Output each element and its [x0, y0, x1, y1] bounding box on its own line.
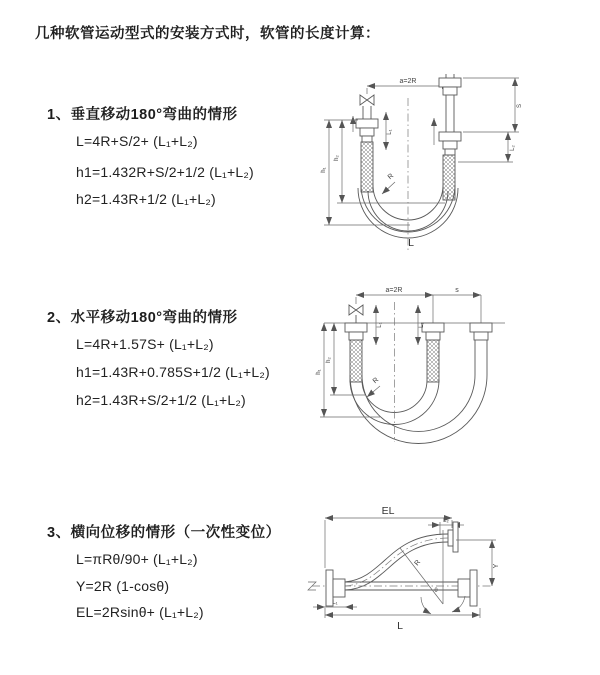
dim-label-l2: L₂: [443, 518, 449, 524]
hose-left-end: [345, 323, 367, 382]
flange-upper-right: [448, 522, 458, 552]
section-3-formula-L: L=πRθ/90+ (L₁+L₂): [76, 551, 198, 567]
dim-label-l2: L₂: [510, 145, 516, 151]
hose-braid-left: [350, 340, 362, 382]
flange-right: [458, 570, 477, 606]
angle-label-theta: θ: [434, 588, 438, 594]
dim-label-h1: h₁: [321, 167, 327, 173]
section-2-heading: 2、水平移动180°弯曲的情形: [47, 310, 238, 326]
dim-label-y: Y: [493, 563, 500, 569]
diagram-vertical-180-bend: [310, 70, 600, 260]
section-2-formula-L: L=4R+1.57S+ (L₁+L₂): [76, 336, 214, 352]
dim-label-el: EL: [381, 505, 395, 517]
diagram-lateral-displacement: [300, 500, 600, 650]
page-title: 几种软管运动型式的安装方式时，软管的长度计算：: [35, 26, 380, 42]
hose-u-bend: [350, 375, 487, 444]
valve-icon: [349, 305, 363, 323]
section-3-formula-EL: EL=2Rsinθ+ (L₁+L₂): [76, 604, 204, 620]
hose-braid-left: [361, 142, 373, 192]
dim-label-h2: h₂: [326, 357, 332, 363]
section-2-formula-h2: h2=1.43R+S/2+1/2 (L₁+L₂): [76, 392, 246, 408]
dim-label-h2: h₂: [334, 155, 340, 161]
radius-label: R: [413, 558, 423, 568]
hose-right-end: [439, 74, 461, 200]
diagram-horizontal-180-bend: [310, 280, 600, 460]
hose-left-end: [356, 106, 378, 192]
section-3-formula-Y: Y=2R (1-cosθ): [76, 578, 170, 594]
radius-label: R: [371, 376, 381, 386]
dim-label-a2r: a=2R: [385, 287, 403, 294]
dim-label-l1: L₁: [332, 600, 338, 606]
section-1-formula-h1: h1=1.432R+S/2+1/2 (L₁+L₂): [76, 164, 254, 180]
hose-braid-right: [443, 155, 455, 200]
dim-label-l1: L₁: [377, 322, 383, 328]
dim-label-l: L: [397, 620, 403, 632]
radius-leader: [367, 386, 380, 397]
length-label: L: [408, 237, 414, 249]
section-1-heading: 1、垂直移动180°弯曲的情形: [47, 107, 238, 123]
dim-label-a2r: a=2R: [399, 78, 417, 85]
section-2-formula-h1: h1=1.43R+0.785S+1/2 (L₁+L₂): [76, 364, 270, 380]
section-1-formula-h2: h2=1.43R+1/2 (L₁+L₂): [76, 191, 216, 207]
hose-right-end-moved: [470, 323, 492, 375]
radius-label: R: [386, 172, 396, 182]
section-1-formula-L: L=4R+S/2+ (L₁+L₂): [76, 133, 198, 149]
section-3-heading: 3、横向位移的情形（一次性变位）: [47, 525, 281, 541]
radius-leader: [382, 182, 395, 194]
hose-right-end-original: [422, 323, 444, 382]
dim-label-s: S: [517, 103, 523, 109]
dim-label-s: s: [455, 287, 459, 294]
dim-label-h1: h₁: [316, 369, 322, 375]
valve-icon: [360, 95, 374, 105]
dim-label-l2: L₂: [419, 322, 425, 328]
hose-braid-middle: [427, 340, 439, 382]
dim-label-l1: L₁: [387, 129, 393, 135]
